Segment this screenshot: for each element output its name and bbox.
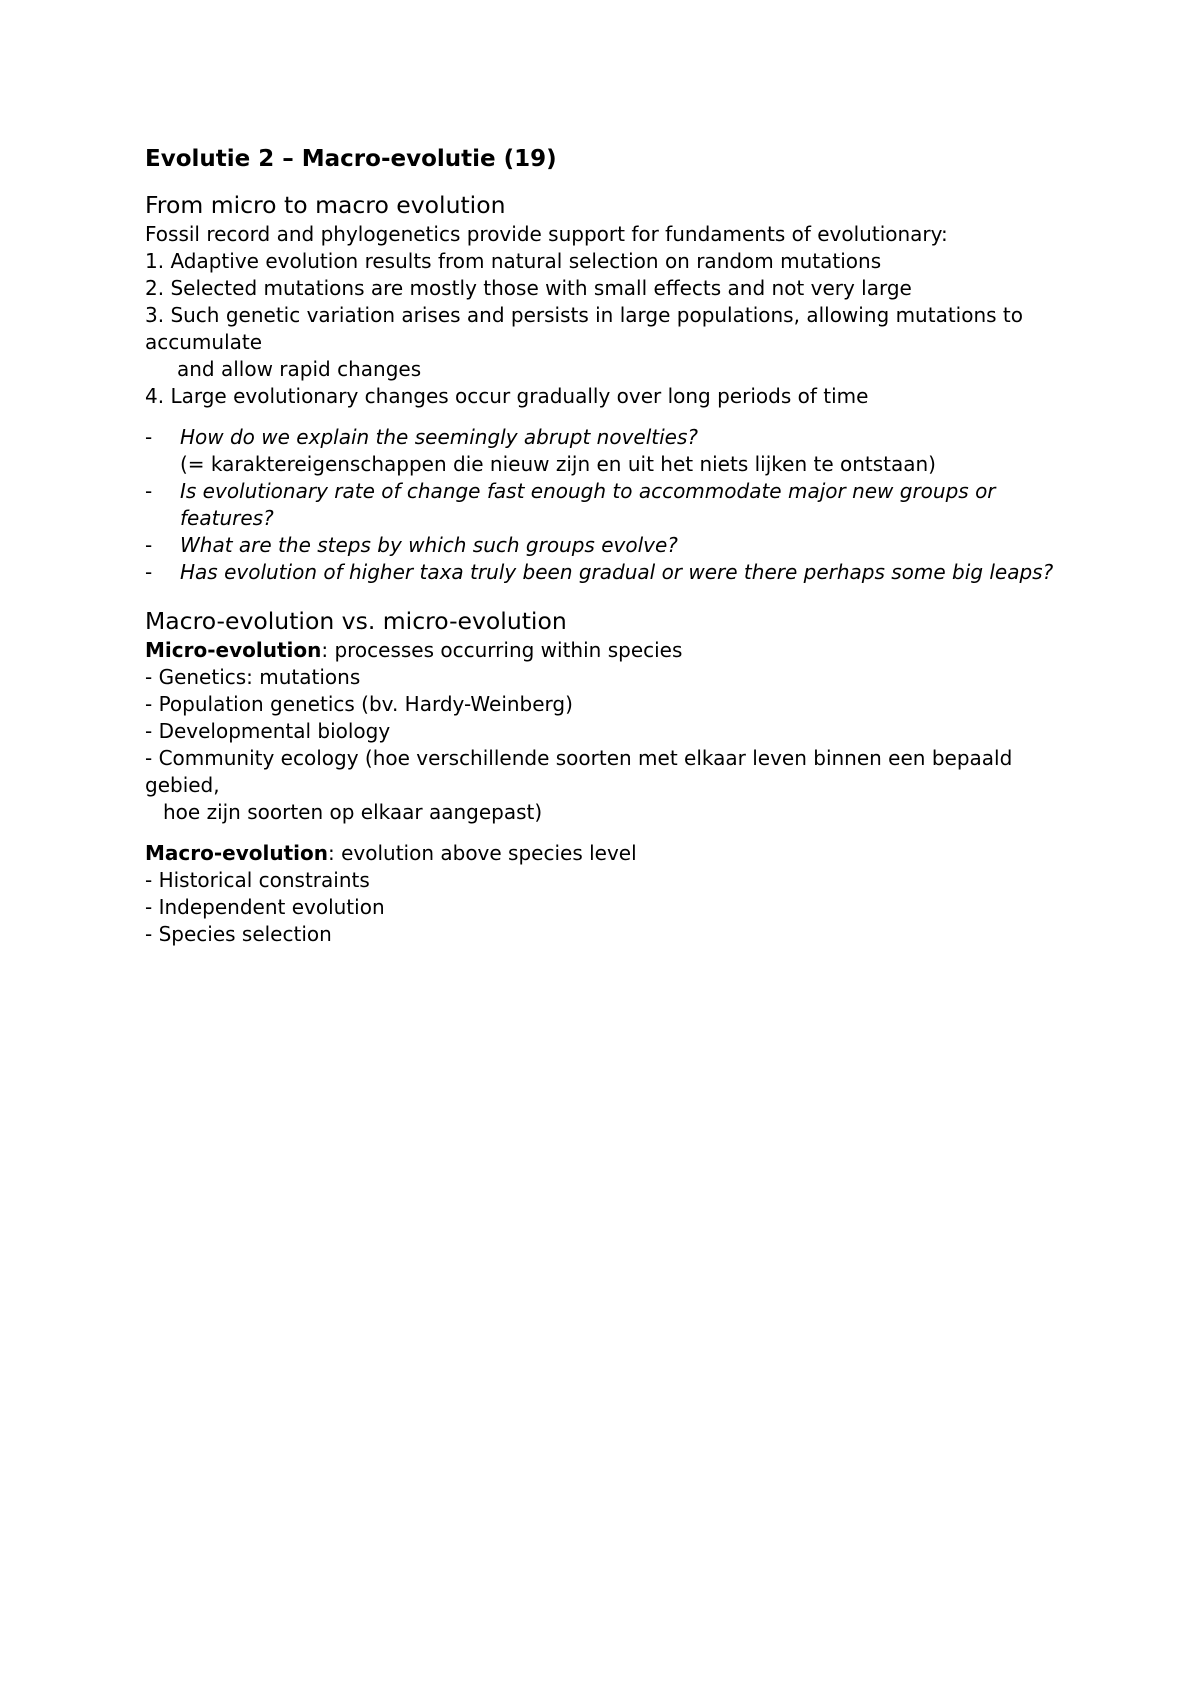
numbered-point-4: 4. Large evolutionary changes occur gradually over long periods of time <box>145 384 869 408</box>
micro-item: - Developmental biology <box>145 719 391 743</box>
section-intro: Fossil record and phylogenetics provide support for fundaments of evolutionary: <box>145 222 948 246</box>
numbered-point-2: 2. Selected mutations are mostly those with small effects and not very large <box>145 276 912 300</box>
question-item <box>145 424 1065 451</box>
document-page <box>145 140 1065 948</box>
question-text: How do we explain the seemingly abrupt novelties? <box>180 425 698 449</box>
question-item <box>145 478 1065 532</box>
micro-item: - Genetics: mutations <box>145 665 361 689</box>
question-text: Has evolution of higher taxa truly been gradual or were there perhaps some big leaps? <box>180 560 1054 584</box>
dash-bullet: - <box>145 479 153 503</box>
question-explanation: (= karaktereigenschappen die nieuw zijn en uit het niets lijken te ontstaan) <box>180 452 936 476</box>
numbered-point-3-continuation: and allow rapid changes <box>177 357 422 381</box>
macro-evolution-term: Macro-evolution <box>145 841 328 865</box>
micro-evolution-definition <box>145 637 1065 664</box>
numbered-point-1: 1. Adaptive evolution results from natural selection on random mutations <box>145 249 882 273</box>
macro-item: - Species selection <box>145 922 332 946</box>
micro-item: - Population genetics (bv. Hardy-Weinberg) <box>145 692 573 716</box>
macro-item: - Historical constraints <box>145 868 370 892</box>
section-heading-micro-to-macro: From micro to macro evolution <box>145 191 506 219</box>
micro-evolution-term: Micro-evolution <box>145 638 322 662</box>
macro-item: - Independent evolution <box>145 895 385 919</box>
micro-evolution-definition-text: : processes occurring within species <box>321 638 683 662</box>
question-text: Is evolutionary rate of change fast enough to accommodate major new groups or features? <box>180 479 996 530</box>
dash-bullet: - <box>145 425 153 449</box>
dash-bullet: - <box>145 560 153 584</box>
question-item <box>145 532 1065 559</box>
micro-item: - Community ecology (hoe verschillende soorten met elkaar leven binnen een bepaald gebied, <box>145 746 1019 797</box>
section-heading-macro-vs-micro: Macro-evolution vs. micro-evolution <box>145 607 567 635</box>
document-title: Evolutie 2 – Macro-evolutie (19) <box>145 146 557 172</box>
question-item <box>145 559 1065 586</box>
macro-evolution-definition-text: : evolution above species level <box>328 841 637 865</box>
dash-bullet: - <box>145 533 153 557</box>
micro-item-continuation: hoe zijn soorten op elkaar aangepast) <box>163 800 543 824</box>
question-text: What are the steps by which such groups evolve? <box>180 533 678 557</box>
macro-evolution-definition <box>145 840 1065 867</box>
numbered-point-3: 3. Such genetic variation arises and persists in large populations, allowing mutations to accumulate <box>145 303 1030 354</box>
